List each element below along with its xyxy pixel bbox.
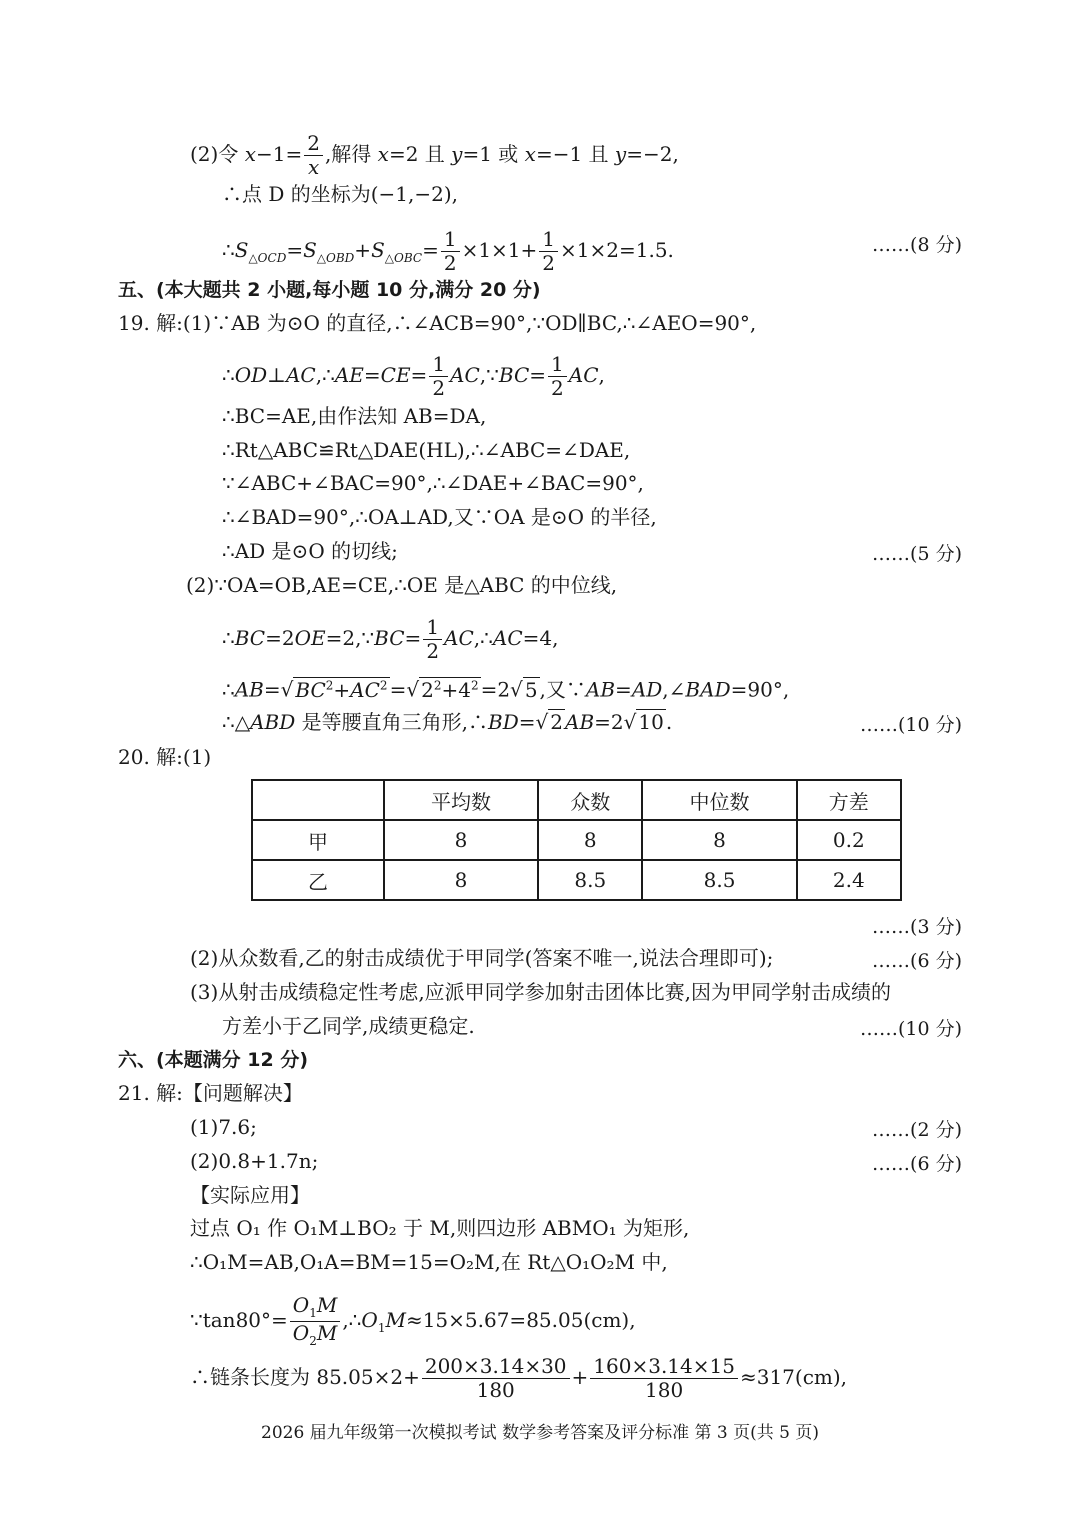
table-cell: 甲 bbox=[252, 820, 384, 860]
table-cell: 8 bbox=[384, 820, 538, 860]
table-cell: 0.2 bbox=[797, 820, 901, 860]
q21-score2: ……(2 分) bbox=[872, 1119, 962, 1141]
q20-stats-table bbox=[251, 779, 902, 901]
q21-line6: ∴O₁M=AB,O₁A=BM=15=O₂M,在 Rt△O₁O₂M 中, bbox=[190, 1250, 668, 1274]
q18-line2: ∴点 D 的坐标为(−1,−2), bbox=[222, 182, 459, 206]
page-footer: 2026 届九年级第一次模拟考试 数学参考答案及评分标准 第 3 页(共 5 页) bbox=[261, 1423, 819, 1443]
table-header-cell bbox=[252, 780, 384, 820]
q21-line8: ∴链条长度为 85.05×2+ $\frac{200\times 3.14\times 30}{180}$ + $\frac{160\times 3.14\times 15}{180}$ ≈317(cm), bbox=[190, 1354, 848, 1402]
q18-line3: $\therefore S_{\triangle OCD}=S_{\triangle OBD}+S_{\triangle OBC}=$ $\frac{1}{2}$ ×1×1+ $\frac{1}{2}$ ×1×2=1.5. bbox=[222, 227, 674, 275]
table-header-cell: 众数 bbox=[538, 780, 642, 820]
table-cell: 8 bbox=[642, 820, 796, 860]
q19-line5: ∵∠ABC+∠BAC=90°,∴∠DAE+∠BAC=90°, bbox=[222, 471, 644, 495]
q19-line7: ∴AD 是⊙O 的切线; bbox=[222, 539, 398, 563]
section6-heading: 六、(本题满分 12 分) bbox=[118, 1049, 309, 1071]
table-cell: 2.4 bbox=[797, 860, 901, 900]
q21-line4: 【实际应用】 bbox=[190, 1183, 310, 1207]
q20-score4: ……(10 分) bbox=[859, 1018, 962, 1040]
q18-line1: (2)令 x−1= $\frac{2}{x}$ ,解得 x=2 且 y=1 或 x=−1 且 y=−2, bbox=[190, 131, 679, 179]
q20-line4: 方差小于乙同学,成绩更稳定. bbox=[222, 1014, 475, 1038]
q21-line5: 过点 O₁ 作 O₁M⊥BO₂ 于 M,则四边形 ABMO₁ 为矩形, bbox=[190, 1216, 690, 1240]
q19-line8: (2)∵OA=OB,AE=CE,∴OE 是△ABC 的中位线, bbox=[186, 573, 618, 597]
q20-score-table: ……(3 分) bbox=[872, 916, 962, 938]
q20-line1: 20. 解:(1) bbox=[118, 745, 212, 769]
table-header-row bbox=[252, 780, 901, 820]
q21-line1: 21. 解:【问题解决】 bbox=[118, 1081, 303, 1105]
table-cell: 8.5 bbox=[538, 860, 642, 900]
table-header-cell: 方差 bbox=[797, 780, 901, 820]
table-header-cell: 平均数 bbox=[384, 780, 538, 820]
q19-line9: ∴BC=2OE=2,∵BC= $\frac{1}{2}$ AC,∴AC=4, bbox=[222, 615, 559, 663]
q20-line2: (2)从众数看,乙的射击成绩优于甲同学(答案不唯一,说法合理即可); bbox=[190, 946, 774, 970]
q19-score7: ……(5 分) bbox=[872, 543, 962, 565]
q20-line3: (3)从射击成绩稳定性考虑,应派甲同学参加射击团体比赛,因为甲同学射击成绩的 bbox=[190, 980, 892, 1004]
q18-score: ……(8 分) bbox=[872, 234, 962, 256]
q21-line7: ∵tan80°= $\frac{O_1M}{O_2M}$ $,\therefore O_1M\approx 15\times 5.67=85.05(cm)$, bbox=[190, 1293, 636, 1348]
q19-line6: ∴∠BAD=90°,∴OA⊥AD,又∵OA 是⊙O 的半径, bbox=[222, 505, 657, 529]
q21-line2: (1)7.6; bbox=[190, 1115, 257, 1139]
q19-line4: ∴Rt△ABC≌Rt△DAE(HL),∴∠ABC=∠DAE, bbox=[222, 438, 631, 462]
table-row bbox=[252, 820, 901, 860]
q20-score2: ……(6 分) bbox=[872, 950, 962, 972]
table-cell: 8.5 bbox=[642, 860, 796, 900]
table-cell: 8 bbox=[384, 860, 538, 900]
q19-line3: ∴BC=AE,由作法知 AB=DA, bbox=[222, 404, 487, 428]
section5-heading: 五、(本大题共 2 小题,每小题 10 分,满分 20 分) bbox=[118, 279, 541, 301]
q19-line1: 19. 解:(1)∵AB 为⊙O 的直径,∴∠ACB=90°,∵OD∥BC,∴∠AEO=90°, bbox=[118, 311, 757, 335]
table-cell: 8 bbox=[538, 820, 642, 860]
q19-line10: ∴AB=√ $BC^2+AC^2$ =√ $2^2+4^2 =2√$ 5 ,又∵AB=AD,∠BAD=90°, bbox=[222, 677, 790, 702]
table-header-cell: 中位数 bbox=[642, 780, 796, 820]
q19-line2: ∴OD⊥AC,∴AE=CE= $\frac{1}{2}$ AC,∵BC= $\frac{1}{2}$ AC, bbox=[222, 352, 605, 400]
table-cell: 乙 bbox=[252, 860, 384, 900]
q21-score3: ……(6 分) bbox=[872, 1153, 962, 1175]
table-row bbox=[252, 860, 901, 900]
q21-line3: (2)0.8+1.7n; bbox=[190, 1149, 319, 1173]
q19-score11: ……(10 分) bbox=[859, 714, 962, 736]
q19-line11: ∴△ABD 是等腰直角三角形,∴BD=√ 2 AB=2√ 10 . bbox=[222, 710, 673, 734]
